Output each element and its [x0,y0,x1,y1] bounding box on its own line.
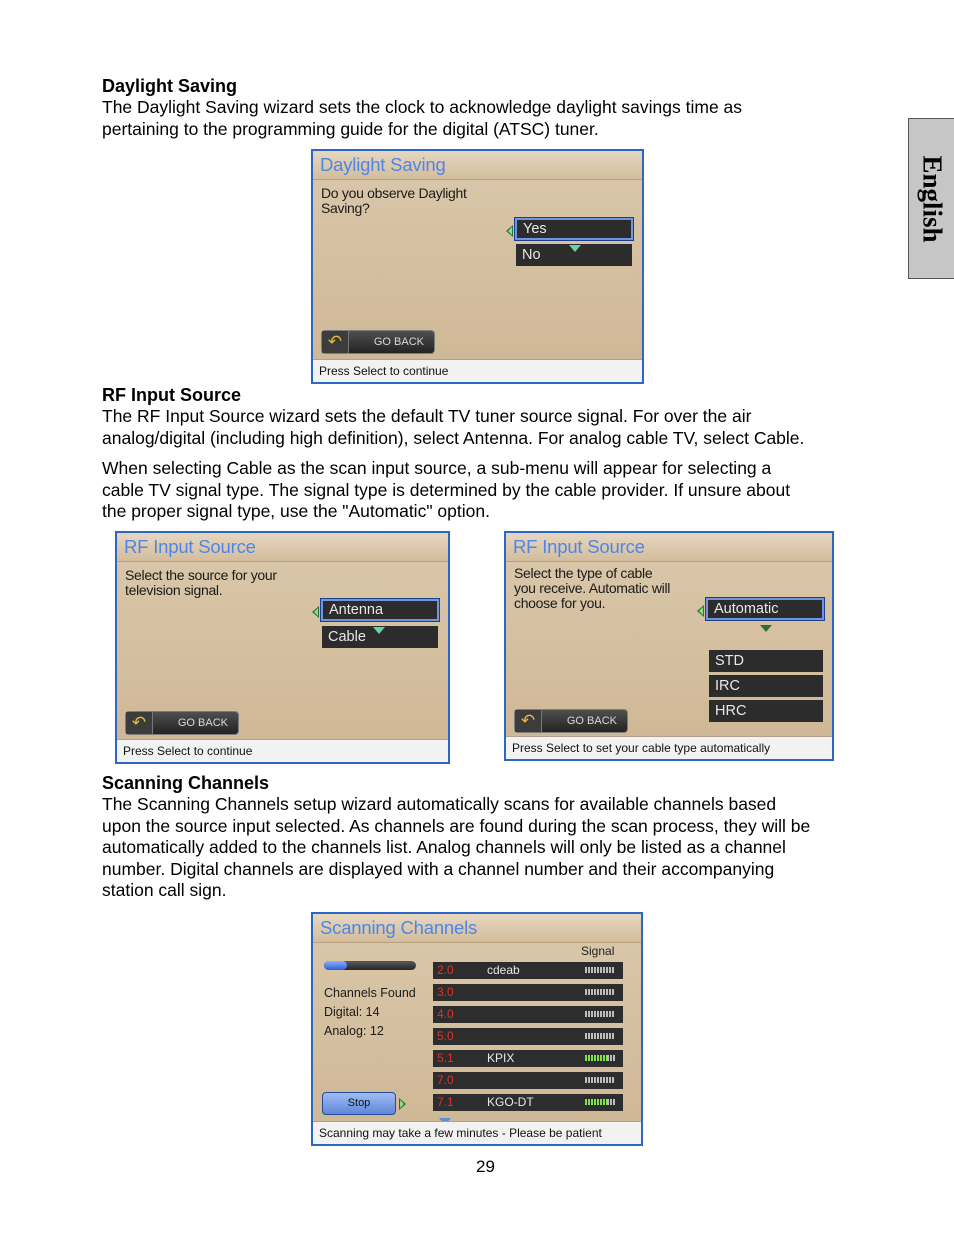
section-heading-daylight-saving: Daylight Saving [102,76,238,96]
text-line: The Daylight Saving wizard sets the clock to acknowledge daylight savings time as [102,97,743,117]
arrow-down-icon [760,625,772,632]
go-back-label: GO BACK [566,715,617,727]
signal-strength-icon [585,1033,615,1039]
signal-strength-icon [585,1055,615,1061]
stop-button[interactable]: Stop [322,1092,396,1115]
digital-count: Digital: 14 [324,1005,380,1019]
arrow-down-icon [373,627,385,634]
arrow-left-icon [506,225,513,237]
screen-prompt [125,568,277,598]
channel-number: 5.1 [437,1051,454,1065]
channel-number: 7.1 [437,1095,454,1109]
screen-footer: Scanning may take a few minutes - Please be patient [313,1121,641,1144]
screen-title: Scanning Channels [320,917,478,938]
option-std[interactable]: STD [709,650,823,672]
text-line: upon the source input selected. As channels are found during the scan process, they will be [102,815,811,836]
text-line: The Scanning Channels setup wizard automatically scans for available channels based [102,794,777,814]
prompt-line: Do you observe Daylight [321,185,467,201]
signal-column-header: Signal [581,944,615,958]
go-back-button[interactable] [125,711,239,735]
screen-footer: Press Select to set your cable type automatically [506,736,832,759]
paragraph-rf-1 [102,406,804,449]
go-back-button[interactable] [514,709,628,733]
paragraph-scanning-channels [102,794,810,902]
section-heading-scanning-channels: Scanning Channels [102,773,270,793]
arrow-down-icon [569,245,581,252]
option-no[interactable]: No [516,244,632,266]
text-line: pertaining to the programming guide for the digital (ATSC) tuner. [102,118,599,139]
prompt-line: television signal. [125,582,223,598]
screen-title-bar [506,533,832,562]
channel-number: 4.0 [437,1007,454,1021]
text-line: When selecting Cable as the scan input source, a sub-menu will appear for selecting a [102,458,772,478]
signal-strength-icon [585,967,615,973]
option-hrc[interactable]: HRC [709,700,823,722]
channel-call-sign: KPIX [487,1051,515,1065]
channel-row [433,962,623,979]
option-yes[interactable]: Yes [515,218,633,240]
language-tab-label: English [917,154,947,243]
channels-found-label: Channels Found [324,986,416,1000]
channel-row [433,984,623,1001]
scan-progress-fill [324,961,347,970]
text-line: The RF Input Source wizard sets the default TV tuner source signal. For over the air [102,406,752,426]
screen-title: Daylight Saving [320,154,446,175]
paragraph-daylight-saving [102,97,742,140]
signal-strength-icon [585,1011,615,1017]
language-tab [908,118,954,279]
paragraph-rf-2 [102,458,790,523]
text-line: station call sign. [102,880,227,900]
text-line: the proper signal type, use the "Automatic" option. [102,501,490,521]
option-automatic[interactable]: Automatic [706,598,824,620]
prompt-line: choose for you. [514,595,606,611]
screen-prompt [321,186,467,216]
channel-number: 2.0 [437,963,454,977]
prompt-line: Saving? [321,200,370,216]
page-number: 29 [476,1157,495,1176]
screen-rf-cable-type [504,531,834,761]
arrow-right-icon [399,1098,406,1110]
go-back-label: GO BACK [177,717,228,729]
scan-progress-bar [324,961,416,970]
screen-title-bar [313,151,642,180]
screen-daylight-saving [311,149,644,384]
arrow-left-icon [697,605,704,617]
screen-title: RF Input Source [513,536,645,557]
text-line: analog/digital (including high definition), select Antenna. For analog cable TV, select Cable. [102,427,805,448]
channel-row [433,1072,623,1089]
section-heading-rf-input-source: RF Input Source [102,385,241,405]
option-irc[interactable]: IRC [709,675,823,697]
prompt-line: Select the type of cable [514,565,653,581]
channel-row [433,1050,623,1067]
back-arrow-icon: ↶ [322,331,349,353]
arrow-left-icon [312,606,319,618]
text-line: cable TV signal type. The signal type is determined by the cable provider. If unsure about [102,479,791,500]
screen-scanning-channels [311,912,643,1146]
channel-row [433,1028,623,1045]
go-back-button[interactable] [321,330,435,354]
channel-number: 3.0 [437,985,454,999]
screen-title-bar [117,533,448,562]
channel-number: 7.0 [437,1073,454,1087]
signal-strength-icon [585,989,615,995]
screen-footer: Press Select to continue [313,359,642,382]
prompt-line: Select the source for your [125,567,277,583]
channel-number: 5.0 [437,1029,454,1043]
signal-strength-icon [585,1077,615,1083]
text-line: number. Digital channels are displayed with a channel number and their accompanying [102,858,775,879]
go-back-label: GO BACK [373,336,424,348]
screen-title-bar [313,914,641,943]
channel-call-sign: cdeab [487,963,520,977]
screen-rf-input-source [115,531,450,764]
analog-count: Analog: 12 [324,1024,384,1038]
option-antenna[interactable]: Antenna [321,599,439,621]
channel-counts [324,984,416,1041]
screen-prompt [514,566,670,611]
signal-strength-icon [585,1099,615,1105]
screen-title: RF Input Source [124,536,256,557]
channel-row [433,1006,623,1023]
channel-row [433,1094,623,1111]
screen-footer: Press Select to continue [117,739,448,762]
back-arrow-icon: ↶ [515,710,542,732]
option-cable[interactable]: Cable [322,626,438,648]
prompt-line: you receive. Automatic will [514,580,671,596]
channel-call-sign: KGO-DT [487,1095,534,1109]
text-line: automatically added to the channels list. Analog channels will only be listed as a channel [102,837,786,857]
back-arrow-icon: ↶ [126,712,153,734]
